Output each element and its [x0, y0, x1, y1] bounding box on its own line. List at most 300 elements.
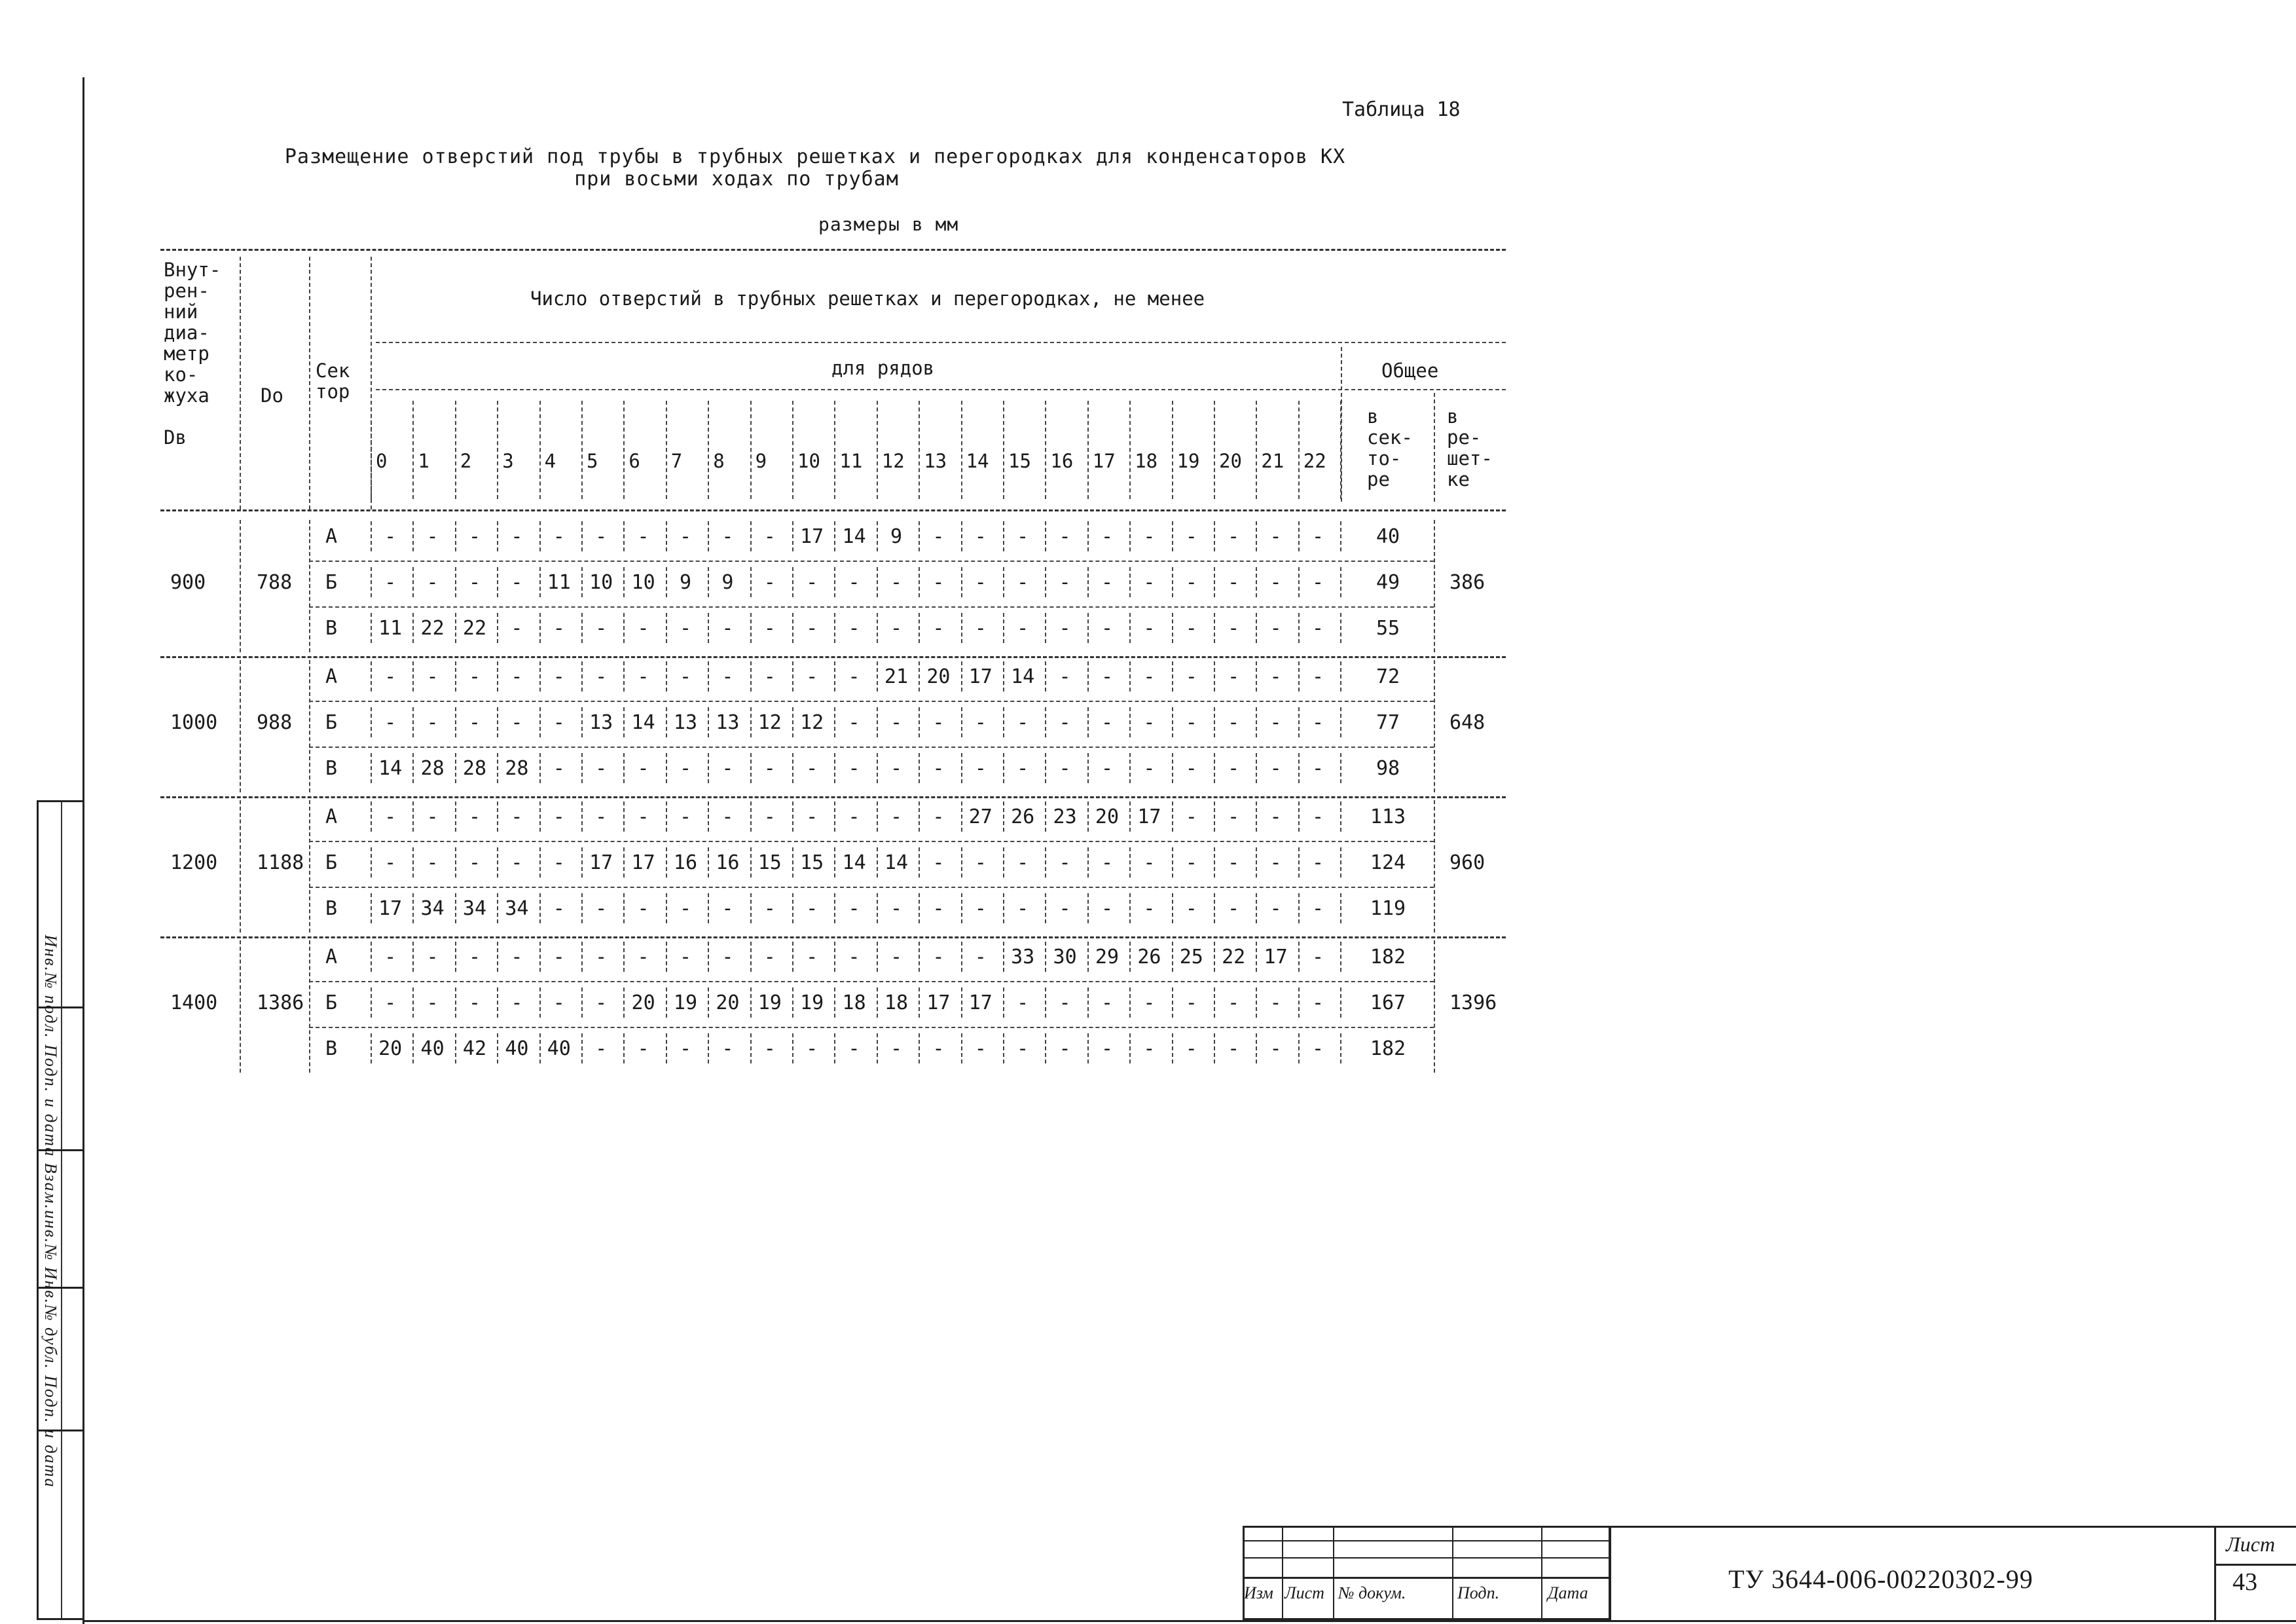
cell-vsep [539, 661, 541, 692]
row-number-header: 8 [713, 450, 725, 472]
cell-vsep [792, 802, 793, 832]
cell-vsep [834, 707, 835, 737]
cell-vsep [1129, 1033, 1131, 1063]
cell-vsep [666, 1033, 667, 1063]
hole-count-cell: - [1228, 617, 1240, 640]
cell-vsep [919, 707, 920, 737]
hole-count-cell: 14 [1011, 665, 1035, 688]
hole-count-cell: - [1269, 525, 1282, 548]
cell-vsep [1298, 567, 1300, 597]
cell-vsep [1298, 613, 1300, 643]
cell-vsep [877, 521, 878, 551]
hole-count-cell: - [763, 1037, 776, 1060]
revision-col-line [1609, 1526, 1611, 1620]
cell-vsep [455, 893, 456, 923]
hole-count-cell: - [932, 525, 945, 548]
cell-vsep [455, 753, 456, 783]
sector-total: 55 [1376, 617, 1400, 640]
cell-vsep [708, 753, 709, 783]
row-number-vsep [792, 401, 793, 499]
cell-vsep [455, 661, 456, 692]
cell-vsep [581, 1033, 583, 1063]
hole-count-cell: 17 [968, 991, 993, 1014]
hole-count-cell: - [806, 571, 818, 594]
hole-count-cell: - [553, 757, 565, 780]
shell-inner-diameter: 1400 [170, 991, 218, 1014]
cell-vsep [1129, 893, 1131, 923]
cell-vsep [581, 567, 583, 597]
hole-count-cell: 9 [679, 571, 692, 594]
cell-vsep [919, 1033, 920, 1063]
hole-count-cell: - [679, 1037, 692, 1060]
cell-vsep [497, 942, 498, 972]
cell-vsep [750, 613, 752, 643]
hole-count-cell: - [468, 571, 481, 594]
total-sector-header-line: ре [1367, 468, 1390, 490]
cell-vsep [1340, 893, 1341, 923]
cell-vsep [623, 707, 625, 737]
cell-vsep [792, 753, 793, 783]
hole-count-cell: - [1185, 1037, 1197, 1060]
dv-header-line: метр [164, 342, 210, 365]
cell-vsep [708, 661, 709, 692]
cell-vsep [708, 707, 709, 737]
row-number-header: 15 [1008, 450, 1031, 472]
cell-vsep [792, 521, 793, 551]
cell-vsep [919, 613, 920, 643]
head-vsep-sector [309, 257, 310, 509]
hole-count-cell: - [932, 757, 945, 780]
cell-vsep [1045, 1033, 1046, 1063]
grid-total: 1396 [1449, 991, 1497, 1014]
row-number-header: 9 [755, 450, 767, 472]
sector-total: 182 [1370, 1037, 1406, 1060]
cell-vsep [1045, 613, 1046, 643]
sector-header-line: тор [316, 380, 350, 403]
tube-plate-diameter: 788 [257, 571, 293, 594]
hole-count-cell: - [511, 711, 523, 734]
cell-vsep [1003, 661, 1004, 692]
hole-count-cell: 28 [462, 757, 487, 780]
cell-vsep [412, 521, 414, 551]
body-vsep-do [240, 940, 241, 1073]
block-divider-rule [160, 936, 1506, 938]
cell-vsep [412, 802, 414, 832]
hole-count-cell: - [595, 991, 608, 1014]
row-number-vsep [371, 401, 372, 499]
hole-count-cell: - [1311, 946, 1324, 969]
row-number-vsep [455, 401, 456, 499]
sheet-box-line [2214, 1526, 2216, 1620]
cell-vsep [1172, 847, 1173, 877]
cell-vsep [961, 1033, 962, 1063]
cell-vsep [750, 847, 752, 877]
hole-count-cell: - [1228, 525, 1240, 548]
hole-count-cell: - [1101, 617, 1114, 640]
hole-count-cell: 10 [589, 571, 613, 594]
cell-vsep [1087, 753, 1089, 783]
revision-col-line [1541, 1526, 1542, 1620]
hole-count-cell: - [679, 617, 692, 640]
cell-vsep [539, 521, 541, 551]
cell-vsep [877, 567, 878, 597]
cell-vsep [877, 661, 878, 692]
cell-vsep [581, 802, 583, 832]
cell-vsep [1172, 567, 1173, 597]
cell-vsep [1087, 1033, 1089, 1063]
cell-vsep [412, 567, 414, 597]
row-number-header: 17 [1092, 450, 1116, 472]
hole-count-cell: - [1059, 851, 1071, 874]
hole-count-cell: - [1101, 571, 1114, 594]
hole-count-cell: - [806, 946, 818, 969]
hole-count-cell: 18 [884, 991, 909, 1014]
cell-vsep [877, 613, 878, 643]
cell-vsep [750, 893, 752, 923]
binding-strip-text: Инв.№ подл. Подп. и дата Взам.инв.№ Инв.№ дубл. Подп. и дата [41, 934, 60, 1488]
cell-vsep [919, 802, 920, 832]
cell-vsep [961, 987, 962, 1018]
rows-title-rule [376, 389, 1506, 390]
cell-vsep [455, 521, 456, 551]
cell-vsep [455, 942, 456, 972]
hole-count-cell: - [1228, 571, 1240, 594]
hole-count-cell: 34 [420, 897, 445, 920]
hole-count-cell: - [1228, 665, 1240, 688]
cell-vsep [623, 987, 625, 1018]
hole-count-cell: - [763, 525, 776, 548]
hole-count-cell: 42 [462, 1037, 487, 1060]
cell-vsep [1003, 1033, 1004, 1063]
hole-count-cell: - [890, 805, 903, 828]
hole-count-cell: - [468, 805, 481, 828]
cell-vsep [666, 567, 667, 597]
cell-vsep [412, 613, 414, 643]
hole-count-cell: - [595, 805, 608, 828]
dv-header-line: Внут- [164, 259, 221, 281]
dv-header-line: жуха [164, 384, 210, 407]
hole-count-cell: - [426, 525, 439, 548]
cell-vsep [750, 802, 752, 832]
hole-count-cell: - [974, 617, 987, 640]
hole-count-cell: - [1311, 617, 1324, 640]
cell-vsep [539, 567, 541, 597]
row-number-header: 5 [587, 450, 598, 472]
cell-vsep [497, 893, 498, 923]
hole-count-cell: - [763, 946, 776, 969]
sheet-box-line [2214, 1564, 2296, 1566]
hole-count-cell: - [848, 617, 860, 640]
sector-name: А [325, 946, 338, 969]
row-number-vsep [1340, 401, 1341, 499]
cell-vsep [708, 613, 709, 643]
cell-vsep [497, 802, 498, 832]
cell-vsep [1340, 567, 1341, 597]
hole-count-cell: - [890, 897, 903, 920]
hole-count-cell: - [1311, 665, 1324, 688]
sector-divider-rule [309, 561, 1434, 562]
cell-vsep [581, 987, 583, 1018]
hole-count-cell: 17 [1264, 946, 1288, 969]
hole-count-cell: - [679, 665, 692, 688]
hole-count-cell: - [595, 946, 608, 969]
cell-vsep [497, 567, 498, 597]
hole-count-cell: - [511, 805, 523, 828]
group-title: Число отверстий в трубных решетках и перегородках, не менее [530, 287, 1205, 310]
cell-vsep [1003, 613, 1004, 643]
hole-count-cell: - [426, 711, 439, 734]
hole-count-cell: 19 [757, 991, 782, 1014]
sector-total: 40 [1376, 525, 1400, 548]
cell-vsep [1045, 707, 1046, 737]
sector-name: В [325, 1037, 338, 1060]
hole-count-cell: - [1143, 525, 1156, 548]
hole-count-cell: - [553, 617, 565, 640]
cell-vsep [1256, 521, 1257, 551]
cell-vsep [1087, 567, 1089, 597]
hole-count-cell: - [1143, 851, 1156, 874]
cell-vsep [792, 707, 793, 737]
shell-inner-diameter: 1200 [170, 851, 218, 874]
hole-count-cell: 40 [420, 1037, 445, 1060]
cell-vsep [1298, 753, 1300, 783]
cell-vsep [877, 753, 878, 783]
cell-vsep [371, 1033, 372, 1063]
cell-vsep [497, 707, 498, 737]
hole-count-cell: - [1143, 617, 1156, 640]
hole-count-cell: - [1185, 991, 1197, 1014]
hole-count-cell: - [595, 665, 608, 688]
cell-vsep [1045, 802, 1046, 832]
hole-count-cell: - [848, 805, 860, 828]
cell-vsep [919, 661, 920, 692]
hole-count-cell: - [1269, 711, 1282, 734]
total-grid-header-line: шет- [1447, 447, 1493, 470]
cell-vsep [1003, 802, 1004, 832]
hole-count-cell: - [1059, 991, 1071, 1014]
row-number-header: 6 [629, 450, 640, 472]
hole-count-cell: - [1059, 571, 1071, 594]
total-sector-header-line: то- [1367, 447, 1402, 470]
cell-vsep [750, 753, 752, 783]
hole-count-cell: 14 [378, 757, 403, 780]
cell-vsep [792, 1033, 793, 1063]
cell-vsep [623, 802, 625, 832]
hole-count-cell: 13 [716, 711, 740, 734]
hole-count-cell: - [974, 946, 987, 969]
cell-vsep [1129, 847, 1131, 877]
cell-vsep [666, 802, 667, 832]
hole-count-cell: - [721, 665, 734, 688]
hole-count-cell: - [637, 525, 649, 548]
hole-count-cell: - [974, 525, 987, 548]
cell-vsep [412, 1033, 414, 1063]
cell-vsep [371, 661, 372, 692]
hole-count-cell: - [1269, 851, 1282, 874]
hole-count-cell: - [1143, 1037, 1156, 1060]
hole-count-cell: - [1185, 851, 1197, 874]
hole-count-cell: - [595, 897, 608, 920]
hole-count-cell: - [426, 946, 439, 969]
cell-vsep [792, 661, 793, 692]
hole-count-cell: - [553, 991, 565, 1014]
cell-vsep [1340, 942, 1341, 972]
cell-vsep [1129, 567, 1131, 597]
hole-count-cell: - [763, 757, 776, 780]
head-vsep-do [240, 257, 241, 509]
cell-vsep [1045, 753, 1046, 783]
sector-name: А [325, 525, 338, 548]
hole-count-cell: 14 [884, 851, 909, 874]
cell-vsep [1087, 521, 1089, 551]
row-number-header: 14 [966, 450, 989, 472]
hole-count-cell: - [1017, 617, 1029, 640]
cell-vsep [1256, 893, 1257, 923]
cell-vsep [1214, 613, 1215, 643]
hole-count-cell: 18 [842, 991, 866, 1014]
hole-count-cell: - [426, 805, 439, 828]
cell-vsep [1340, 847, 1341, 877]
hole-count-cell: 9 [890, 525, 903, 548]
hole-count-cell: - [595, 617, 608, 640]
hole-count-cell: - [890, 946, 903, 969]
table-title-line2: при восьми ходах по трубам [574, 168, 899, 191]
cell-vsep [371, 847, 372, 877]
binding-strip-labels [40, 809, 61, 1614]
hole-count-cell: - [974, 897, 987, 920]
hole-count-cell: - [679, 525, 692, 548]
hole-count-cell: - [1101, 897, 1114, 920]
cell-vsep [834, 987, 835, 1018]
cell-vsep [371, 613, 372, 643]
cell-vsep [539, 987, 541, 1018]
cell-vsep [1340, 521, 1341, 551]
hole-count-cell: - [1269, 665, 1282, 688]
cell-vsep [581, 847, 583, 877]
hole-count-cell: - [679, 946, 692, 969]
hole-count-cell: - [1017, 851, 1029, 874]
hole-count-cell: - [721, 525, 734, 548]
hole-count-cell: - [1059, 617, 1071, 640]
cell-vsep [623, 847, 625, 877]
hole-count-cell: - [1185, 897, 1197, 920]
sector-name: А [325, 805, 338, 828]
cell-vsep [877, 893, 878, 923]
hole-count-cell: - [511, 851, 523, 874]
cell-vsep [1340, 707, 1341, 737]
cell-vsep [1172, 521, 1173, 551]
cell-vsep [1214, 802, 1215, 832]
cell-vsep [1256, 942, 1257, 972]
cell-vsep [1172, 753, 1173, 783]
row-number-header: 16 [1050, 450, 1074, 472]
hole-count-cell: - [1228, 711, 1240, 734]
hole-count-cell: - [763, 665, 776, 688]
hole-count-cell: - [806, 897, 818, 920]
cell-vsep [497, 1033, 498, 1063]
cell-vsep [1087, 802, 1089, 832]
hole-count-cell: 21 [884, 665, 909, 688]
hole-count-cell: 20 [631, 991, 655, 1014]
cell-vsep [708, 893, 709, 923]
cell-vsep [1045, 521, 1046, 551]
row-number-vsep [1214, 401, 1215, 499]
row-number-header: 18 [1135, 450, 1158, 472]
total-grid-header-line: в [1447, 405, 1459, 428]
cell-vsep [371, 893, 372, 923]
hole-count-cell: - [890, 617, 903, 640]
hole-count-cell: - [1228, 1037, 1240, 1060]
hole-count-cell: 22 [1222, 946, 1246, 969]
cell-vsep [623, 893, 625, 923]
hole-count-cell: - [637, 946, 649, 969]
hole-count-cell: - [637, 757, 649, 780]
cell-vsep [834, 847, 835, 877]
cell-vsep [750, 1033, 752, 1063]
hole-count-cell: - [932, 897, 945, 920]
sector-total: 124 [1370, 851, 1406, 874]
cell-vsep [834, 567, 835, 597]
hole-count-cell: - [1269, 1037, 1282, 1060]
cell-vsep [455, 1033, 456, 1063]
cell-vsep [1214, 521, 1215, 551]
row-number-header: 0 [376, 450, 388, 472]
cell-vsep [455, 987, 456, 1018]
cell-vsep [961, 893, 962, 923]
row-number-vsep [961, 401, 962, 499]
hole-count-cell: - [1228, 851, 1240, 874]
hole-count-cell: - [1311, 711, 1324, 734]
table-top-rule [160, 249, 1506, 251]
hole-count-cell: - [511, 665, 523, 688]
cell-vsep [1340, 987, 1341, 1018]
row-number-vsep [1129, 401, 1131, 499]
cell-vsep [919, 942, 920, 972]
tube-plate-diameter: 988 [257, 711, 293, 734]
hole-count-cell: - [1101, 1037, 1114, 1060]
hole-count-cell: 40 [505, 1037, 529, 1060]
sector-name: В [325, 897, 338, 920]
cell-vsep [1214, 847, 1215, 877]
hole-count-cell: 20 [378, 1037, 403, 1060]
cell-vsep [834, 753, 835, 783]
hole-count-cell: - [932, 1037, 945, 1060]
cell-vsep [1172, 613, 1173, 643]
cell-vsep [1003, 567, 1004, 597]
hole-count-cell: - [848, 946, 860, 969]
row-number-header: 7 [670, 450, 683, 472]
hole-count-cell: - [848, 897, 860, 920]
hole-count-cell: - [468, 851, 481, 874]
hole-count-cell: - [511, 571, 523, 594]
sector-total: 182 [1370, 946, 1406, 969]
row-number-vsep [1045, 401, 1046, 499]
hole-count-cell: 20 [926, 665, 951, 688]
row-number-vsep [1298, 401, 1300, 499]
hole-count-cell: - [1143, 571, 1156, 594]
cell-vsep [961, 942, 962, 972]
cell-vsep [961, 753, 962, 783]
cell-vsep [1340, 661, 1341, 692]
cell-vsep [1256, 987, 1257, 1018]
row-number-header: 20 [1219, 450, 1242, 472]
dv-header-line: ко- [164, 363, 198, 386]
revision-col-line [1282, 1526, 1283, 1620]
cell-vsep [708, 567, 709, 597]
hole-count-cell: - [468, 991, 481, 1014]
cell-vsep [581, 942, 583, 972]
cell-vsep [455, 847, 456, 877]
